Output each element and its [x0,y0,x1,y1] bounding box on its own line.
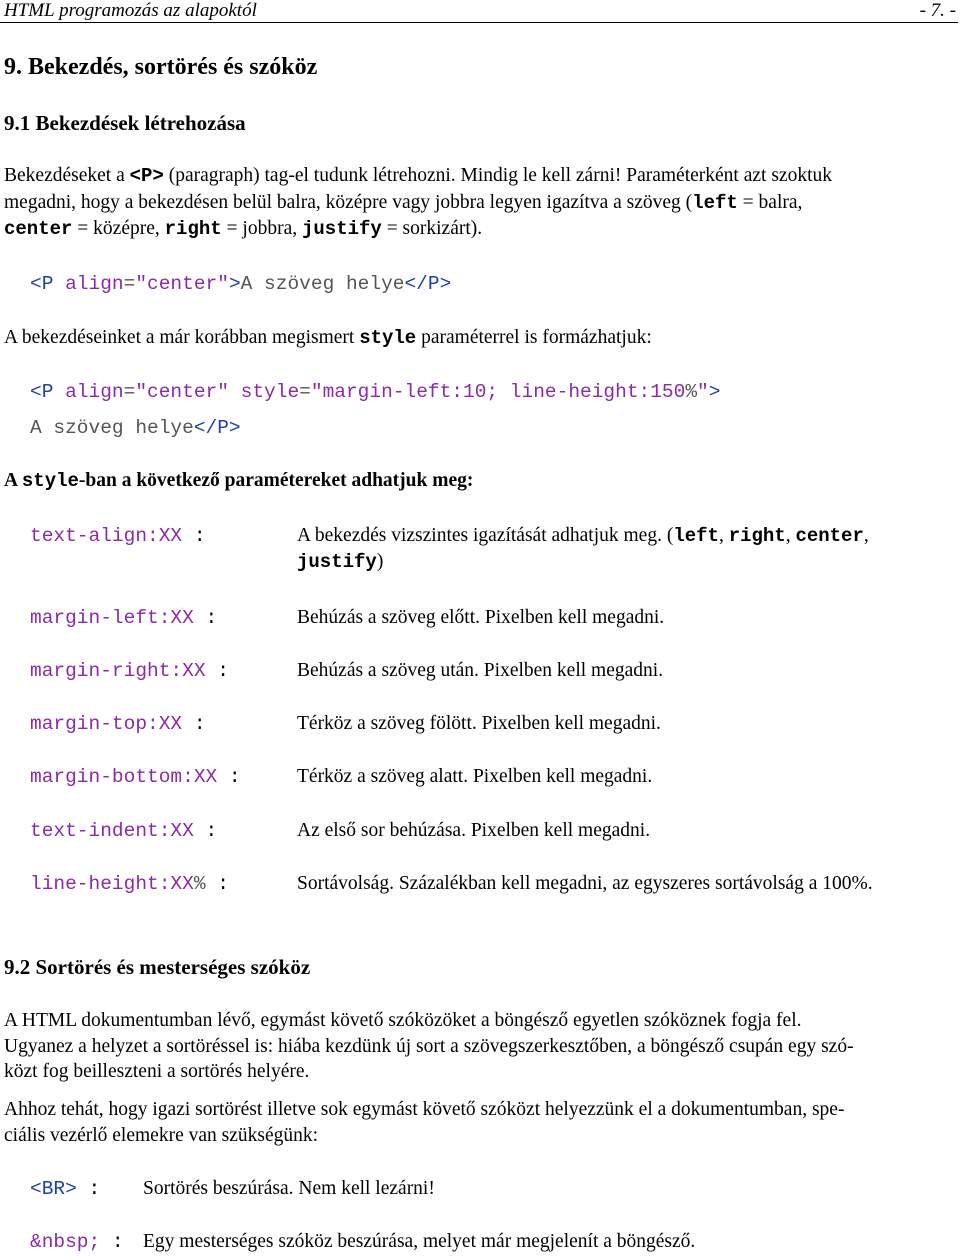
item-row-br: <BR> : Sortörés beszúrása. Nem kell lezárni! [30,1178,435,1200]
section-title-9-1: 9.1 Bekezdések létrehozása [4,111,246,135]
param-row-text-align: text-align:XX : A bekezdés vizszintes igazítását adhatjuk meg. (left, right, center, justify) [30,525,869,573]
param-row-margin-bottom: margin-bottom:XX : Térköz a szöveg alatt. Pixelben kell megadni. [30,766,653,788]
param-row-margin-left: margin-left:XX : Behúzás a szöveg előtt. Pixelben kell megadni. [30,607,665,629]
code-center: center [4,218,73,240]
paragraph-style: A bekezdéseinket a már korábban megismert style paraméterrel is formázhatjuk: [4,327,652,349]
section-title-9-2: 9.2 Sortörés és mesterséges szóköz [4,955,311,979]
code-sample-1: <P align="center">A szöveg helye</P> [30,273,452,295]
paragraph-control-elements: Ahhoz tehát, hogy igazi sortörést illetve sok egymást követő szóközt helyezzünk el a dokumentumban, spe- ciális vezérlő elemekre van szükségünk: [4,1099,845,1146]
document-title: HTML programozás az alapoktól [4,0,257,21]
item-row-nbsp: &nbsp; : Egy mesterséges szóköz beszúrása, melyet már megjelenít a böngésző. [30,1231,696,1253]
code-left: left [692,191,738,214]
code-right: right [164,218,222,240]
code-justify: justify [301,218,382,240]
code-p-tag: <P> [129,165,164,187]
chapter-title: 9. Bekezdés, sortörés és szóköz [4,54,318,80]
param-row-line-height: line-height:XX% : Sortávolság. Százalékban kell megadni, az egyszeres sortávolság a 100%. [30,873,873,895]
paragraph-intro: Bekezdéseket a <P> (paragraph) tag-el tudunk létrehozni. Mindig le kell zárni! Paraméterként azt szoktuk megadni, hogy a bekezdésen belül balra, középre vagy jobbra legyen igazítva a szöveg (left = balra, center = középre, right = jobbra, justify = sorkizárt). [4,165,832,240]
param-row-margin-top: margin-top:XX : Térköz a szöveg fölött. Pixelben kell megadni. [30,713,661,735]
page-header [0,0,958,23]
code-sample-2: <P align="center" style="margin-left:10; line-height:150%"> A szöveg helye</P> [30,381,721,439]
param-row-text-indent: text-indent:XX : Az első sor behúzása. Pixelben kell megadni. [30,820,651,842]
paragraph-spaces: A HTML dokumentumban lévő, egymást követő szóközöket a böngésző egyetlen szóköznek fogja fel. Ugyanez a helyzet a sortöréssel is: hiába kezdünk új sort a szövegszerkesztőben, a böngésző csupán egy szó- közt fog beilleszteni a sortörés helyére. [4,1010,854,1082]
page-number: - 7. - [919,0,956,21]
code-style: style [359,327,417,349]
params-heading: A style-ban a következő paramétereket adhatjuk meg: [4,470,474,492]
param-row-margin-right: margin-right:XX : Behúzás a szöveg után. Pixelben kell megadni. [30,660,664,682]
